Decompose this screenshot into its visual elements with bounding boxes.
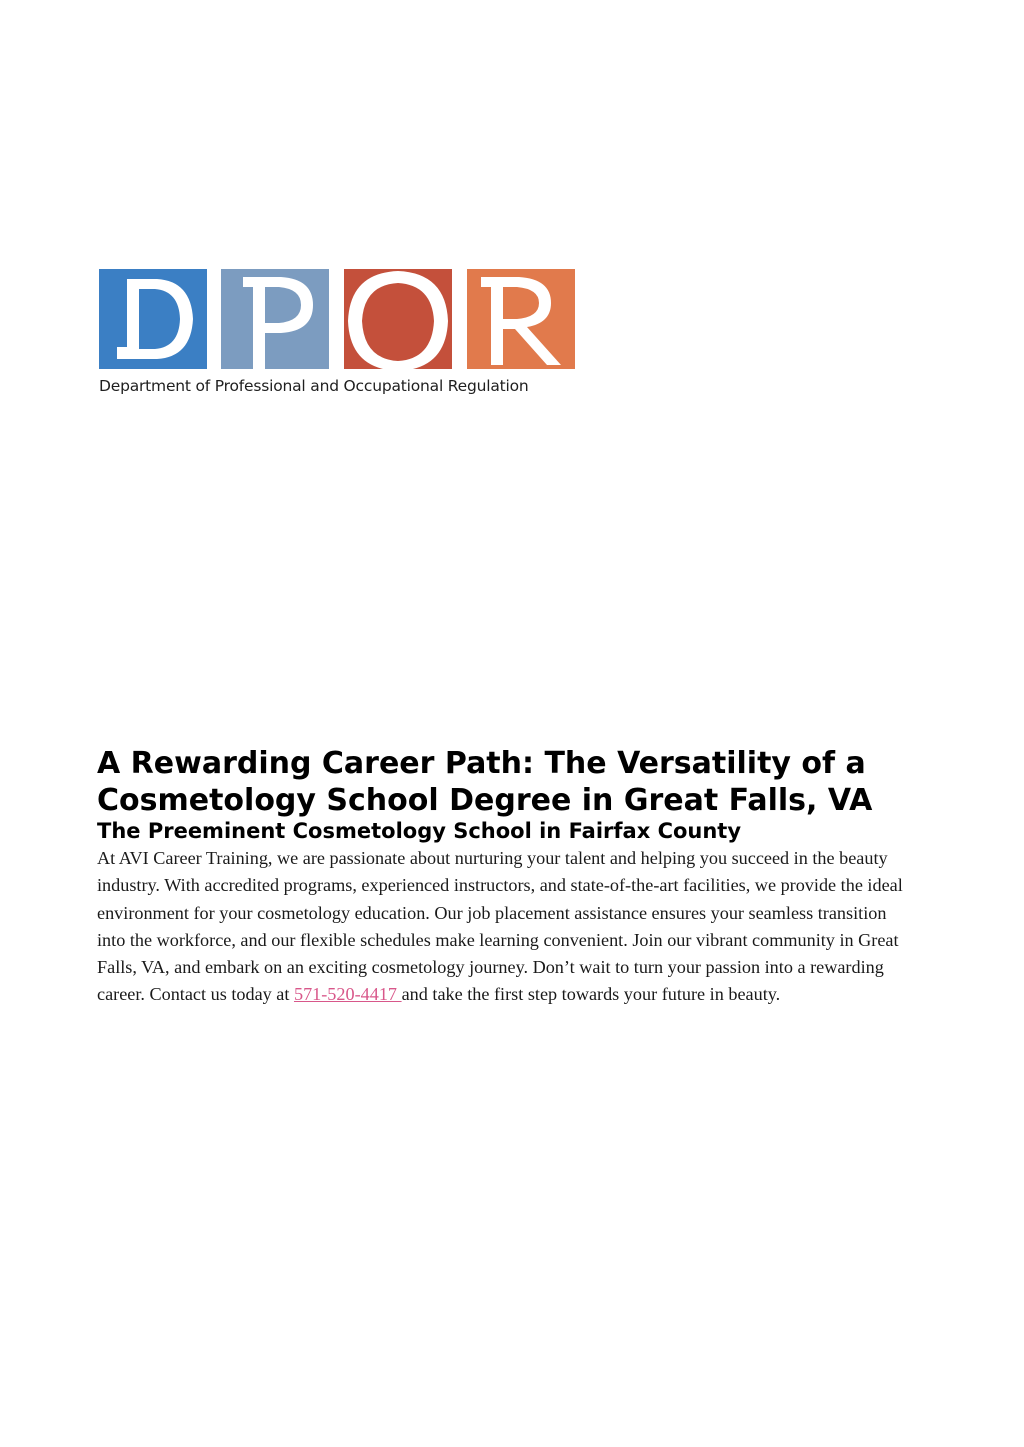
dpor-logo bbox=[99, 269, 579, 404]
phone-link[interactable]: 571-520-4417 bbox=[293, 984, 402, 1005]
logo-tile-o bbox=[344, 269, 452, 369]
logo-tile-r bbox=[467, 269, 575, 369]
letter-o-glyph bbox=[344, 269, 452, 369]
article-subheadline: The Preeminent Cosmetology School in Fairfax County bbox=[97, 819, 742, 843]
letter-r-glyph bbox=[467, 269, 575, 369]
logo-tiles bbox=[99, 269, 575, 369]
body-text-after-link: and take the first step towards your future in beauty. bbox=[401, 984, 781, 1005]
article bbox=[97, 745, 917, 1009]
body-text-before-link: At AVI Career Training, we are passionate about nurturing your talent and helping you succeed in the beauty industry. With accredited programs, experienced instructors, and state-of-the-art facilities, we provide the ideal environment for your cosmetology education. Our job placement assistance ensures your seamless transition into the workforce, and our flexible schedules make learning convenient. Join our vibrant community in Great Falls, VA, and embark on an exciting cosmetology journey. Don’t wait to turn your passion into a rewarding career. Contact us today at bbox=[97, 848, 903, 1005]
logo-tile-d bbox=[99, 269, 207, 369]
article-headline: A Rewarding Career Path: The Versatility of a Cosmetology School Degree in Great Falls, VA bbox=[97, 746, 873, 818]
letter-d-glyph bbox=[99, 269, 207, 369]
logo-caption: Department of Professional and Occupational Regulation bbox=[99, 377, 529, 395]
logo-tile-p bbox=[221, 269, 329, 369]
article-body bbox=[97, 845, 917, 1009]
letter-p-glyph bbox=[221, 269, 329, 369]
